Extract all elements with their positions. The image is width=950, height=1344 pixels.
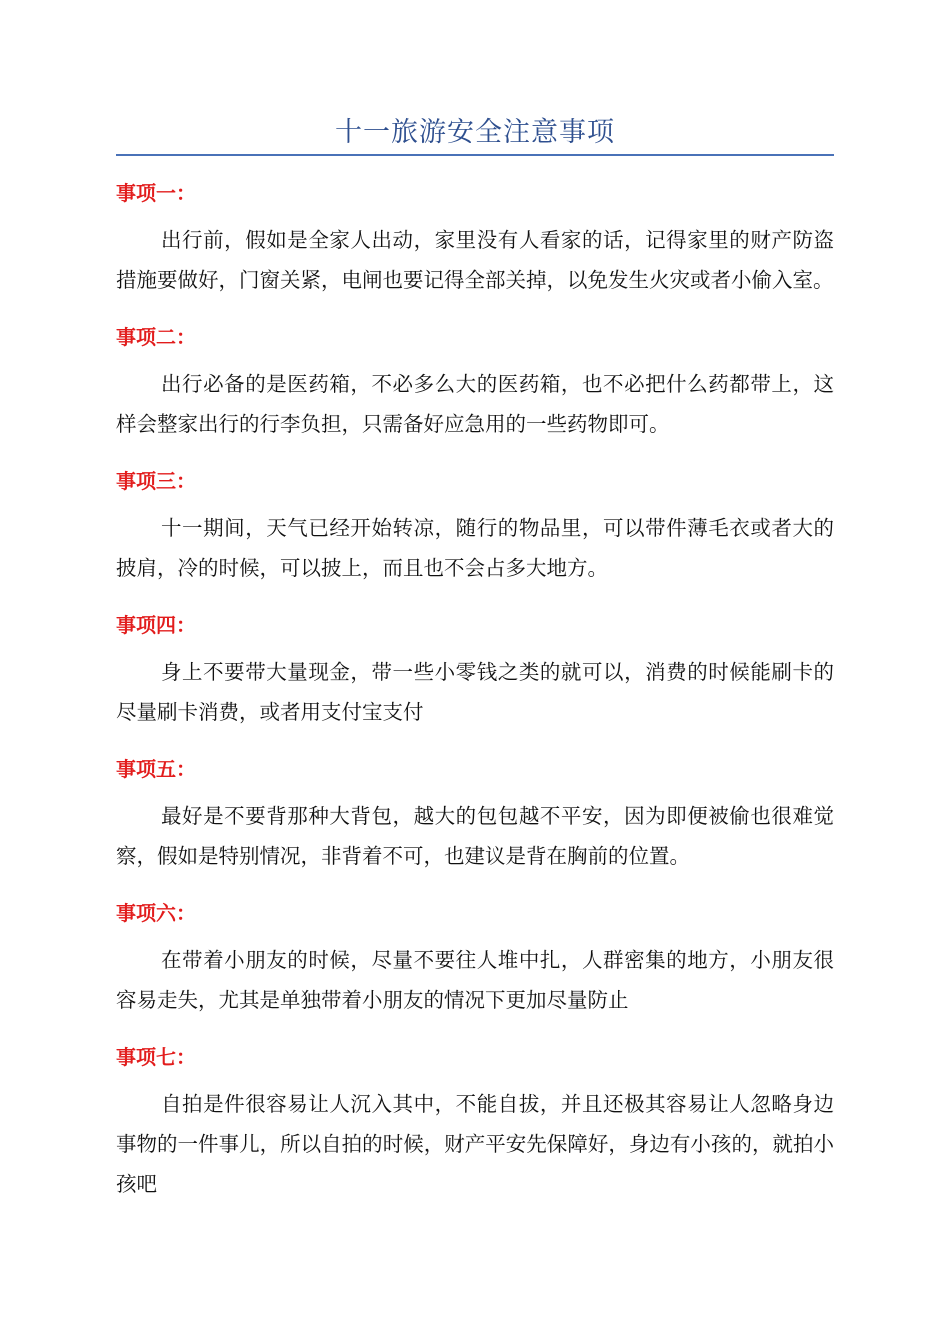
notice-heading: 事项七： [116, 1045, 196, 1069]
notice-body: 出行必备的是医药箱，不必多么大的医药箱，也不必把什么药都带上，这样会整家出行的行李负担，只需备好应急用的一些药物即可。 [116, 372, 834, 436]
notice-body: 十一期间，天气已经开始转凉，随行的物品里，可以带件薄毛衣或者大的披肩，冷的时候，可以披上，而且也不会占多大地方。 [116, 516, 834, 580]
document-page [116, 0, 834, 1204]
notice-item-4 [116, 610, 834, 732]
notice-body: 最好是不要背那种大背包，越大的包包越不平安，因为即便被偷也很难觉察，假如是特别情况，非背着不可，也建议是背在胸前的位置。 [116, 804, 834, 868]
notice-item-1 [116, 178, 834, 300]
notice-heading: 事项四： [116, 613, 196, 637]
notice-heading: 事项五： [116, 757, 196, 781]
document-title: 十一旅游安全注意事项 [335, 117, 615, 148]
notice-body: 自拍是件很容易让人沉入其中，不能自拔，并且还极其容易让人忽略身边事物的一件事儿，所以自拍的时候，财产平安先保障好，身边有小孩的，就拍小孩吧 [116, 1092, 834, 1196]
title-divider [116, 154, 834, 156]
notice-heading: 事项二： [116, 325, 196, 349]
notice-body: 身上不要带大量现金，带一些小零钱之类的就可以，消费的时候能刷卡的尽量刷卡消费，或者用支付宝支付 [116, 660, 834, 724]
notice-heading: 事项六： [116, 901, 196, 925]
notice-heading: 事项一： [116, 181, 196, 205]
notice-body: 出行前，假如是全家人出动，家里没有人看家的话，记得家里的财产防盗措施要做好，门窗关紧，电闸也要记得全部关掉，以免发生火灾或者小偷入室。 [116, 228, 834, 292]
notice-heading: 事项三： [116, 469, 196, 493]
notice-body: 在带着小朋友的时候，尽量不要往人堆中扎，人群密集的地方，小朋友很容易走失，尤其是单独带着小朋友的情况下更加尽量防止 [116, 948, 834, 1012]
notice-item-7 [116, 1042, 834, 1204]
notice-item-5 [116, 754, 834, 876]
notice-item-6 [116, 898, 834, 1020]
notice-item-3 [116, 466, 834, 588]
notice-item-2 [116, 322, 834, 444]
